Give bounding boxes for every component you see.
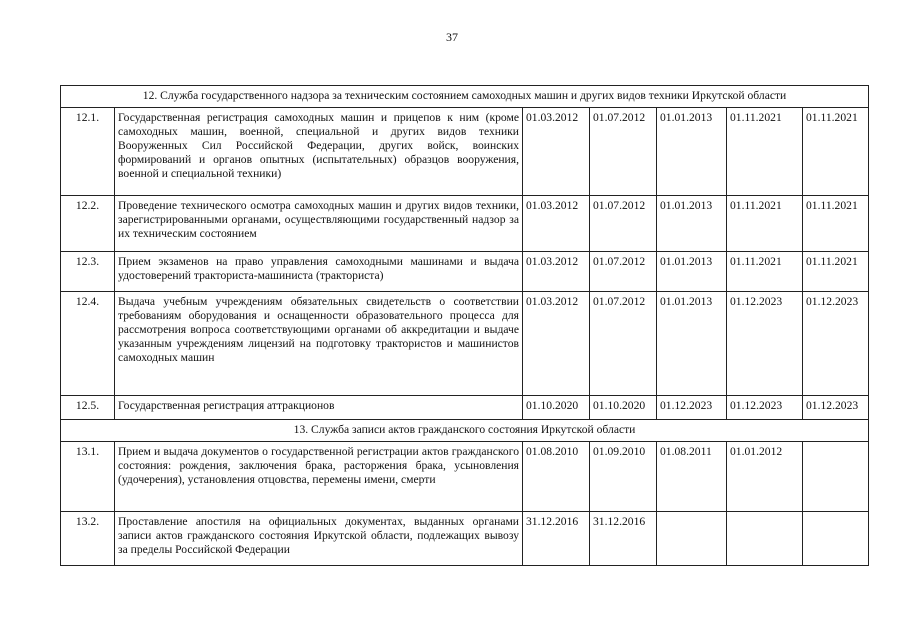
- section-title: 12. Служба государственного надзора за техническим состоянием самоходных машин и других видов техники Иркутской области: [61, 86, 869, 108]
- date-cell: 01.07.2012: [590, 196, 657, 252]
- table-row: [61, 292, 869, 396]
- table-row: [61, 252, 869, 292]
- date-cell: 01.07.2012: [590, 108, 657, 196]
- service-description: Проведение технического осмотра самоходных машин и других видов техники, зарегистрированными органами, осуществляющими государственный надзор за их техническим состоянием: [115, 196, 523, 252]
- date-cell: 01.11.2021: [803, 196, 869, 252]
- date-cell: 01.09.2010: [590, 442, 657, 512]
- date-cell: 01.12.2023: [657, 396, 727, 420]
- date-cell: 01.01.2013: [657, 252, 727, 292]
- date-cell: 01.01.2013: [657, 292, 727, 396]
- table-row: [61, 442, 869, 512]
- service-description: Государственная регистрация аттракционов: [115, 396, 523, 420]
- date-cell: 01.03.2012: [523, 196, 590, 252]
- service-description: Государственная регистрация самоходных машин и прицепов к ним (кроме самоходных машин, военной, специальной и других видов техники Вооруженных Сил Российской Федерации, других войск, воинских формирований и органов опытных (испытательных) образцов вооружения, военной и специальной техники): [115, 108, 523, 196]
- row-number: 13.2.: [61, 512, 115, 566]
- date-cell: [803, 442, 869, 512]
- row-number: 12.2.: [61, 196, 115, 252]
- date-cell: 01.08.2011: [657, 442, 727, 512]
- service-description: Выдача учебным учреждениям обязательных свидетельств о соответствии требованиям оборудования и оснащенности образовательного процесса для рассмотрения вопроса соответствующими органами об аккредитации и выдаче указанным учреждениям лицензий на подготовку трактористов и машинистов самоходных машин: [115, 292, 523, 396]
- row-number: 13.1.: [61, 442, 115, 512]
- date-cell: 01.12.2023: [727, 292, 803, 396]
- date-cell: 01.11.2021: [727, 196, 803, 252]
- row-number: 12.3.: [61, 252, 115, 292]
- date-cell: 01.11.2021: [727, 252, 803, 292]
- date-cell: [803, 512, 869, 566]
- date-cell: 01.07.2012: [590, 292, 657, 396]
- date-cell: 01.03.2012: [523, 108, 590, 196]
- page-number: 37: [446, 30, 458, 44]
- date-cell: 01.11.2021: [727, 108, 803, 196]
- service-description: Прием экзаменов на право управления самоходными машинами и выдача удостоверений тракториста-машиниста (тракториста): [115, 252, 523, 292]
- service-description: Прием и выдача документов о государственной регистрации актов гражданского состояния: рождения, заключения брака, расторжения брака, усыновления (удочерения), установления отцовства, перемены имени, смерти: [115, 442, 523, 512]
- date-cell: 01.11.2021: [803, 108, 869, 196]
- row-number: 12.1.: [61, 108, 115, 196]
- date-cell: 01.03.2012: [523, 252, 590, 292]
- date-cell: 01.11.2021: [803, 252, 869, 292]
- date-cell: 01.12.2023: [727, 396, 803, 420]
- services-table: [60, 85, 869, 566]
- section-header-row: [61, 86, 869, 108]
- table-row: [61, 196, 869, 252]
- date-cell: 01.01.2012: [727, 442, 803, 512]
- date-cell: 01.12.2023: [803, 396, 869, 420]
- date-cell: 01.07.2012: [590, 252, 657, 292]
- date-cell: 01.01.2013: [657, 196, 727, 252]
- date-cell: 01.08.2010: [523, 442, 590, 512]
- table-row: [61, 512, 869, 566]
- table-row: [61, 108, 869, 196]
- date-cell: [727, 512, 803, 566]
- row-number: 12.4.: [61, 292, 115, 396]
- date-cell: 01.01.2013: [657, 108, 727, 196]
- date-cell: 01.03.2012: [523, 292, 590, 396]
- date-cell: 01.12.2023: [803, 292, 869, 396]
- date-cell: 01.10.2020: [590, 396, 657, 420]
- section-header-row: [61, 420, 869, 442]
- date-cell: [657, 512, 727, 566]
- table-row: [61, 396, 869, 420]
- date-cell: 01.10.2020: [523, 396, 590, 420]
- service-description: Проставление апостиля на официальных документах, выданных органами записи актов гражданского состояния Иркутской области, подлежащих вывозу за пределы Российской Федерации: [115, 512, 523, 566]
- date-cell: 31.12.2016: [590, 512, 657, 566]
- section-title: 13. Служба записи актов гражданского состояния Иркутской области: [61, 420, 869, 442]
- row-number: 12.5.: [61, 396, 115, 420]
- date-cell: 31.12.2016: [523, 512, 590, 566]
